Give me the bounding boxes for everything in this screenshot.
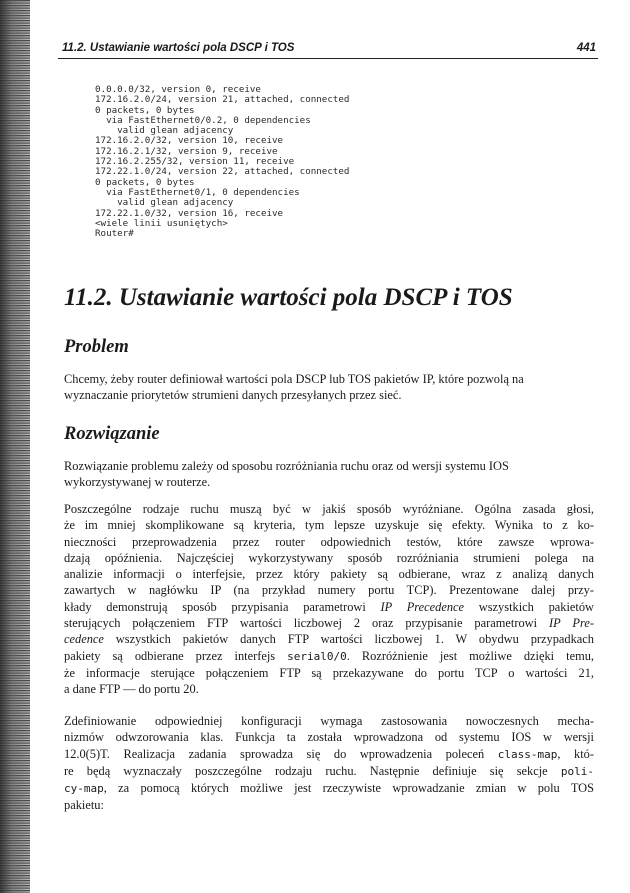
text-run: sterujących połączeniem FTP wartości liczbowej 2 oraz przypisanie parametrowi bbox=[64, 616, 549, 631]
text-line bbox=[64, 615, 594, 631]
text-line: że im mniej skomplikowane są kryteria, tym lepsze uzyskuje się efekty. Wynika to z ko- bbox=[64, 518, 594, 533]
code-policy-map: poli- bbox=[560, 764, 594, 778]
code-line: <wiele linii usuniętych> bbox=[95, 217, 228, 229]
text-run: re będą wyznaczały poszczególne rodzaju ruchu. Następnie definiuje się sekcje bbox=[64, 763, 561, 778]
text-line bbox=[64, 648, 594, 665]
text-line bbox=[64, 746, 594, 763]
problem-paragraph bbox=[64, 371, 594, 404]
code-line: Router# bbox=[95, 228, 134, 240]
code-line: via FastEthernet0/0.2, 0 dependencies bbox=[95, 114, 311, 126]
term-ip-precedence: cedence bbox=[64, 632, 104, 647]
code-class-map: class-map bbox=[497, 747, 558, 761]
text-line: nizmów odwzorowania klas. Funkcja ta została wprowadzona od systemu IOS w wersji bbox=[64, 730, 594, 745]
text-line bbox=[64, 599, 594, 615]
solution-heading: Rozwiązanie bbox=[64, 424, 160, 444]
text-run: wszystkich pakietów bbox=[464, 599, 594, 614]
text-line: nieczności przeprowadzenia przez router odpowiednich testów, które zawsze wprowa- bbox=[64, 534, 594, 549]
text-run: wszystkich pakietów danych FTP wartości liczbowej 1. W obydwu przypadkach bbox=[103, 632, 594, 647]
book-spine-shadow bbox=[0, 0, 30, 893]
running-header bbox=[58, 40, 598, 59]
text-line bbox=[64, 631, 594, 647]
text-line: a dane FTP — do portu 20. bbox=[64, 682, 199, 697]
router-output-code-block bbox=[95, 85, 349, 239]
text-line bbox=[64, 763, 594, 780]
code-line: 0 packets, 0 bytes bbox=[95, 176, 195, 188]
code-line: 0 packets, 0 bytes bbox=[95, 104, 195, 116]
text-line: pakietu: bbox=[64, 798, 104, 813]
text-line: Poszczególne rodzaje ruchu muszą być w jakiś sposób wyróżniane. Ogólna zasada głosi, bbox=[64, 502, 594, 516]
text-line: Chcemy, żeby router definiował wartości pola DSCP lub TOS pakietów IP, które pozwolą na bbox=[64, 372, 524, 386]
code-line: via FastEthernet0/1, 0 dependencies bbox=[95, 186, 300, 198]
text-line: analizie informacji o interfejsie, przez który pakiety są odbierane, wraz z analizą danych bbox=[64, 567, 594, 582]
text-line: Rozwiązanie problemu zależy od sposobu rozróżniania ruchu oraz od wersji systemu IOS bbox=[64, 459, 509, 473]
text-line: dzają opóźnienia. Najczęściej wykorzystywany sposób rozróżniania strumieni polega na bbox=[64, 550, 594, 565]
solution-paragraph-2 bbox=[64, 501, 594, 698]
code-line: 172.16.2.0/24, version 21, attached, connected bbox=[95, 94, 350, 106]
text-line: Zdefiniowanie odpowiedniej konfiguracji wymaga zastosowania nowoczesnych mecha- bbox=[64, 714, 594, 728]
text-run: 12.0(5)T. Realizacja zadania sprowadza się do wprowadzenia poleceń bbox=[64, 746, 498, 761]
code-line: valid glean adjacency bbox=[95, 125, 234, 137]
term-ip-precedence: IP Pre- bbox=[549, 616, 594, 631]
text-line: wykorzystywanej w routerze. bbox=[64, 475, 211, 490]
code-line: 0.0.0.0/32, version 0, receive bbox=[95, 84, 261, 95]
text-run: . Rozróżnienie jest możliwe dzięki temu, bbox=[346, 648, 594, 663]
page-number: 441 bbox=[576, 42, 596, 54]
solution-paragraph-1 bbox=[64, 458, 594, 491]
code-line: valid glean adjacency bbox=[95, 197, 234, 209]
text-run: , któ- bbox=[557, 746, 595, 761]
term-ip-precedence: IP Precedence bbox=[380, 599, 465, 614]
problem-heading: Problem bbox=[64, 337, 129, 357]
text-line: zawartych w nagłówku IP (na przykład numery portu TCP). Prezentowane dalej przy- bbox=[64, 583, 594, 598]
text-line: że informacje sterujące połączeniem FTP są przekazywane do portu TCP o wartości 21, bbox=[64, 665, 594, 680]
text-run: kłady demonstrują sposób przypisania parametrowi bbox=[64, 599, 381, 614]
text-run: , za pomocą których możliwe jest rzeczywiste wprowadzanie zmian w polu TOS bbox=[103, 781, 594, 796]
solution-paragraph-3 bbox=[64, 713, 594, 814]
code-policy-map: cy-map bbox=[64, 782, 104, 796]
text-line bbox=[64, 780, 594, 797]
text-run: pakiety są odbierane przez interfejs bbox=[64, 648, 288, 663]
code-line: 172.16.2.1/32, version 9, receive bbox=[95, 145, 278, 157]
text-line: wyznaczanie priorytetów strumieni danych przesyłanych przez sieć. bbox=[64, 388, 402, 403]
code-interface-name: serial0/0 bbox=[287, 649, 347, 663]
code-line: 172.16.2.0/32, version 10, receive bbox=[95, 135, 284, 147]
code-line: 172.16.2.255/32, version 11, receive bbox=[95, 156, 295, 168]
code-line: 172.22.1.0/24, version 22, attached, connected bbox=[95, 166, 350, 178]
running-title: 11.2. Ustawianie wartości pola DSCP i TOS bbox=[62, 42, 295, 54]
section-title: 11.2. Ustawianie wartości pola DSCP i TOS bbox=[64, 284, 513, 311]
code-line: 172.22.1.0/32, version 16, receive bbox=[95, 207, 284, 219]
